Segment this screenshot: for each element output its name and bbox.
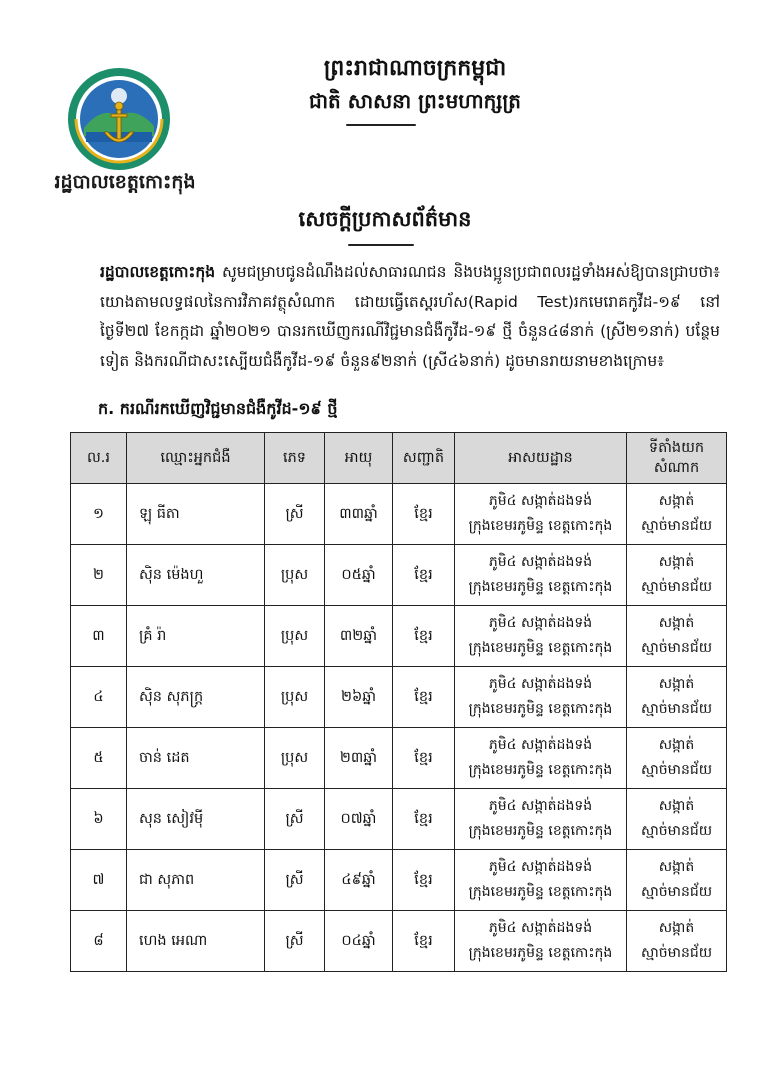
- site-line-1: សង្កាត់: [658, 737, 695, 753]
- patient-age: ០៧ឆ្នាំ: [325, 789, 393, 850]
- patient-address: [455, 484, 627, 545]
- announcement-paragraph: [100, 258, 720, 376]
- site-line-1: សង្កាត់: [658, 493, 695, 509]
- province-emblem-logo: [66, 66, 172, 172]
- table-row: [71, 545, 727, 606]
- address-line-1: ភូមិ៤ សង្កាត់ដងទង់: [488, 920, 593, 936]
- row-number: ៦: [71, 789, 127, 850]
- site-line-2: ស្មាច់មានជ័យ: [640, 762, 713, 778]
- patient-address: [455, 545, 627, 606]
- document-title: សេចក្ដីប្រកាសព័ត៌មាន: [298, 207, 472, 231]
- header-patient-name: ឈ្មោះអ្នកជំងឺ: [127, 433, 265, 484]
- row-number: ២: [71, 545, 127, 606]
- patient-sex: ប្រុស: [265, 606, 325, 667]
- row-number: ៧: [71, 850, 127, 911]
- address-line-1: ភូមិ៤ សង្កាត់ដងទង់: [488, 615, 593, 631]
- header-age: អាយុ: [325, 433, 393, 484]
- patient-nationality: ខ្មែរ: [393, 728, 455, 789]
- site-line-2: ស្មាច់មានជ័យ: [640, 701, 713, 717]
- table-header-row: [71, 433, 727, 484]
- patient-name: ចាន់ ដេត: [127, 728, 265, 789]
- new-cases-table: [70, 432, 727, 972]
- patient-age: ០៤ឆ្នាំ: [325, 911, 393, 972]
- header-address: អាសយដ្ឋាន: [455, 433, 627, 484]
- address-line-1: ភូមិ៤ សង្កាត់ដងទង់: [488, 554, 593, 570]
- sample-site: [627, 911, 727, 972]
- address-line-2: ក្រុងខេមរភូមិន្ទ ខេត្តកោះកុង: [468, 579, 613, 595]
- header-nationality: សញ្ជាតិ: [393, 433, 455, 484]
- table-row: [71, 850, 727, 911]
- kingdom-heading: ព្រះរាជាណាចក្រកម្ពុជា: [323, 56, 507, 81]
- site-line-1: សង្កាត់: [658, 554, 695, 570]
- row-number: ៨: [71, 911, 127, 972]
- site-line-1: សង្កាត់: [658, 676, 695, 692]
- patient-age: ០៥ឆ្នាំ: [325, 545, 393, 606]
- patient-name: សុន សៀវម៉ី: [127, 789, 265, 850]
- header-sample-site: ទីតាំងយកសំណាក: [627, 433, 727, 484]
- patient-nationality: ខ្មែរ: [393, 484, 455, 545]
- patient-name: ស៊ិន សុភក្ត្រ: [127, 667, 265, 728]
- site-line-2: ស្មាច់មានជ័យ: [640, 945, 713, 961]
- patient-nationality: ខ្មែរ: [393, 545, 455, 606]
- patient-age: ២៦ឆ្នាំ: [325, 667, 393, 728]
- address-line-2: ក្រុងខេមរភូមិន្ទ ខេត្តកោះកុង: [468, 701, 613, 717]
- address-line-2: ក្រុងខេមរភូមិន្ទ ខេត្តកោះកុង: [468, 640, 613, 656]
- paragraph-lead: រដ្ឋបាលខេត្តកោះកុង: [100, 263, 216, 281]
- patient-address: [455, 606, 627, 667]
- patient-age: ៣២ឆ្នាំ: [325, 606, 393, 667]
- row-number: ១: [71, 484, 127, 545]
- table-row: [71, 484, 727, 545]
- national-motto: ជាតិ សាសនា ព្រះមហាក្សត្រ: [309, 89, 521, 113]
- issuer-name: រដ្ឋបាលខេត្តកោះកុង: [54, 171, 196, 193]
- address-line-1: ភូមិ៤ សង្កាត់ដងទង់: [488, 737, 593, 753]
- patient-sex: ស្រី: [265, 484, 325, 545]
- section-heading: ក. ករណីរកឃើញវិជ្ជមានជំងឺកូវីដ-១៩ ថ្មី: [98, 399, 338, 418]
- patient-sex: ស្រី: [265, 789, 325, 850]
- address-line-2: ក្រុងខេមរភូមិន្ទ ខេត្តកោះកុង: [468, 884, 613, 900]
- row-number: ៥: [71, 728, 127, 789]
- patient-sex: ប្រុស: [265, 728, 325, 789]
- table-row: [71, 728, 727, 789]
- patient-sex: ប្រុស: [265, 545, 325, 606]
- address-line-1: ភូមិ៤ សង្កាត់ដងទង់: [488, 676, 593, 692]
- table-row: [71, 911, 727, 972]
- patient-address: [455, 911, 627, 972]
- patient-nationality: ខ្មែរ: [393, 911, 455, 972]
- header-number: ល.រ: [71, 433, 127, 484]
- patient-nationality: ខ្មែរ: [393, 667, 455, 728]
- sample-site: [627, 606, 727, 667]
- patient-nationality: ខ្មែរ: [393, 789, 455, 850]
- patient-sex: ប្រុស: [265, 667, 325, 728]
- sample-site: [627, 789, 727, 850]
- address-line-1: ភូមិ៤ សង្កាត់ដងទង់: [488, 798, 593, 814]
- patient-address: [455, 850, 627, 911]
- paragraph-text: សូមជម្រាបជូនដំណឹងដល់សាធារណជន និងបងប្អូនប្រជាពលរដ្ឋទាំងអស់ឱ្យបានជ្រាបថា៖ យោងតាមលទ្ធផលនៃការវិភាគវត្ថុសំណាក ដោយធ្វើតេស្តរហ័ស(Rapid Test)រកមេរោគកូវីដ-១៩ នៅថ្ងៃទី២៧ ខែកក្កដា ឆ្នាំ២០២១ បានរកឃើញករណីវិជ្ជមានជំងឺកូវីដ-១៩ ថ្មី ចំនួន៤៨នាក់ (ស្រី២១នាក់) បន្ថែមទៀត និងករណីជាសះស្បើយជំងឺកូវីដ-១៩ ចំនួន៩២នាក់ (ស្រី៤៦នាក់) ដូចមានរាយនាមខាងក្រោម៖: [100, 263, 720, 370]
- patient-age: ៤៩ឆ្នាំ: [325, 850, 393, 911]
- table-row: [71, 606, 727, 667]
- patient-sex: ស្រី: [265, 850, 325, 911]
- patient-name: ជា សុភាព: [127, 850, 265, 911]
- address-line-2: ក្រុងខេមរភូមិន្ទ ខេត្តកោះកុង: [468, 762, 613, 778]
- sample-site: [627, 850, 727, 911]
- site-line-2: ស្មាច់មានជ័យ: [640, 518, 713, 534]
- patient-name: ហេង អេណា: [127, 911, 265, 972]
- address-line-1: ភូមិ៤ សង្កាត់ដងទង់: [488, 859, 593, 875]
- address-line-2: ក្រុងខេមរភូមិន្ទ ខេត្តកោះកុង: [468, 518, 613, 534]
- patient-age: ៣៣ឆ្នាំ: [325, 484, 393, 545]
- title-divider: [348, 244, 414, 246]
- site-line-2: ស្មាច់មានជ័យ: [640, 640, 713, 656]
- row-number: ៤: [71, 667, 127, 728]
- ornament-divider: [346, 124, 416, 126]
- site-line-1: សង្កាត់: [658, 798, 695, 814]
- sample-site: [627, 728, 727, 789]
- patient-nationality: ខ្មែរ: [393, 606, 455, 667]
- site-line-1: សង្កាត់: [658, 615, 695, 631]
- site-line-1: សង្កាត់: [658, 859, 695, 875]
- patient-sex: ស្រី: [265, 911, 325, 972]
- address-line-2: ក្រុងខេមរភូមិន្ទ ខេត្តកោះកុង: [468, 945, 613, 961]
- table-row: [71, 789, 727, 850]
- address-line-1: ភូមិ៤ សង្កាត់ដងទង់: [488, 493, 593, 509]
- patient-address: [455, 667, 627, 728]
- site-line-2: ស្មាច់មានជ័យ: [640, 884, 713, 900]
- sample-site: [627, 667, 727, 728]
- patient-name: គ្រំ រ៉ា: [127, 606, 265, 667]
- header-sex: ភេទ: [265, 433, 325, 484]
- row-number: ៣: [71, 606, 127, 667]
- patient-nationality: ខ្មែរ: [393, 850, 455, 911]
- site-line-1: សង្កាត់: [658, 920, 695, 936]
- site-line-2: ស្មាច់មានជ័យ: [640, 579, 713, 595]
- sample-site: [627, 484, 727, 545]
- table-row: [71, 667, 727, 728]
- patient-name: ស៊ិន ម៉េងហួ: [127, 545, 265, 606]
- patient-address: [455, 789, 627, 850]
- patient-name: ឡុ ធីតា: [127, 484, 265, 545]
- patient-age: ២៣ឆ្នាំ: [325, 728, 393, 789]
- sample-site: [627, 545, 727, 606]
- site-line-2: ស្មាច់មានជ័យ: [640, 823, 713, 839]
- address-line-2: ក្រុងខេមរភូមិន្ទ ខេត្តកោះកុង: [468, 823, 613, 839]
- patient-address: [455, 728, 627, 789]
